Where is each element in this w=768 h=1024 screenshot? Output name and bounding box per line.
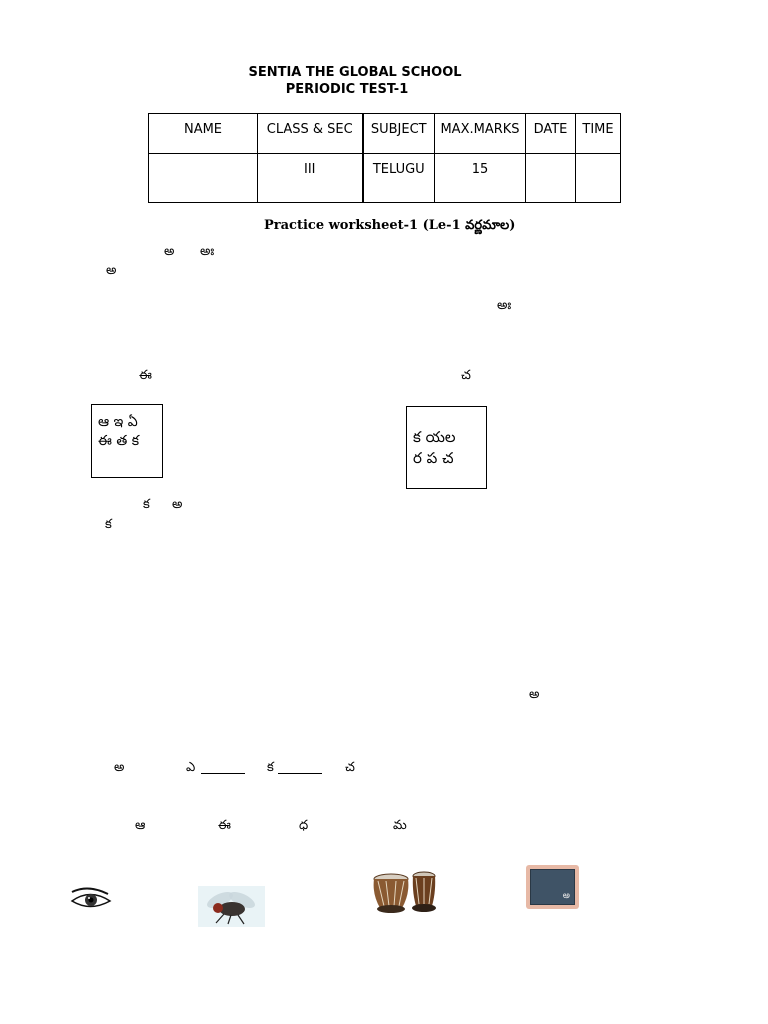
q2-letter-left: ఈ [139,368,152,383]
value-max-marks: 15 [435,154,526,203]
slate-letter: అ [562,891,570,901]
header-time: TIME [576,114,621,154]
worksheet-title: Practice worksheet-1 (Le-1 వర్ణమాల) [264,218,516,233]
letter-box-right-row2: ర ప చ [413,449,454,467]
letter-box-left-row2: ఈ త క [98,433,140,449]
q6-letter-a: ఆ [135,818,146,833]
slate-board [530,869,575,905]
fly-icon [198,886,265,927]
value-date [526,154,576,203]
header-date: DATE [526,114,576,154]
value-class-sec: III [258,154,363,203]
q5-letter-a: అ [114,760,125,775]
header-class-sec: CLASS & SEC [258,114,363,154]
letter-box-right [406,406,487,489]
q5-blank-2 [278,773,322,774]
q5-letter-b: ఎ [186,760,196,775]
value-subject: TELUGU [363,154,435,203]
q1-letter-b: అః [200,244,215,259]
info-table [148,113,621,203]
eye-icon [68,884,114,916]
q4-letter-a: అ [529,687,540,702]
q6-letter-c: ధ [299,818,309,833]
q5-letter-d: చ [345,760,355,775]
value-name [149,154,258,203]
header-subject: SUBJECT [363,114,435,154]
slate-icon [526,865,579,909]
value-time [576,154,621,203]
q5-blank-1 [201,773,245,774]
q1-letter-c: అ [106,263,117,278]
header-name: NAME [149,114,258,154]
q3-letter-c: క [105,517,112,532]
letter-box-left-row1: ఆ ఇ ఏ [98,414,138,430]
header-max-marks: MAX.MARKS [435,114,526,154]
q1-letter-d: అః [497,298,512,313]
q3-letter-a: క [143,497,150,512]
letter-box-right-row1: క యల [413,428,456,446]
q6-letter-d: మ [393,818,407,833]
q2-letter-right: చ [461,368,471,383]
test-title: PERIODIC TEST-1 [285,82,409,97]
tabla-drums-icon [370,868,440,916]
school-name: SENTIA THE GLOBAL SCHOOL [248,65,462,80]
q5-letter-c: క [267,760,274,775]
q6-letter-b: ఈ [218,818,231,833]
letter-box-left [91,404,163,478]
q3-letter-b: అ [172,497,183,512]
q1-letter-a: అ [164,244,175,259]
